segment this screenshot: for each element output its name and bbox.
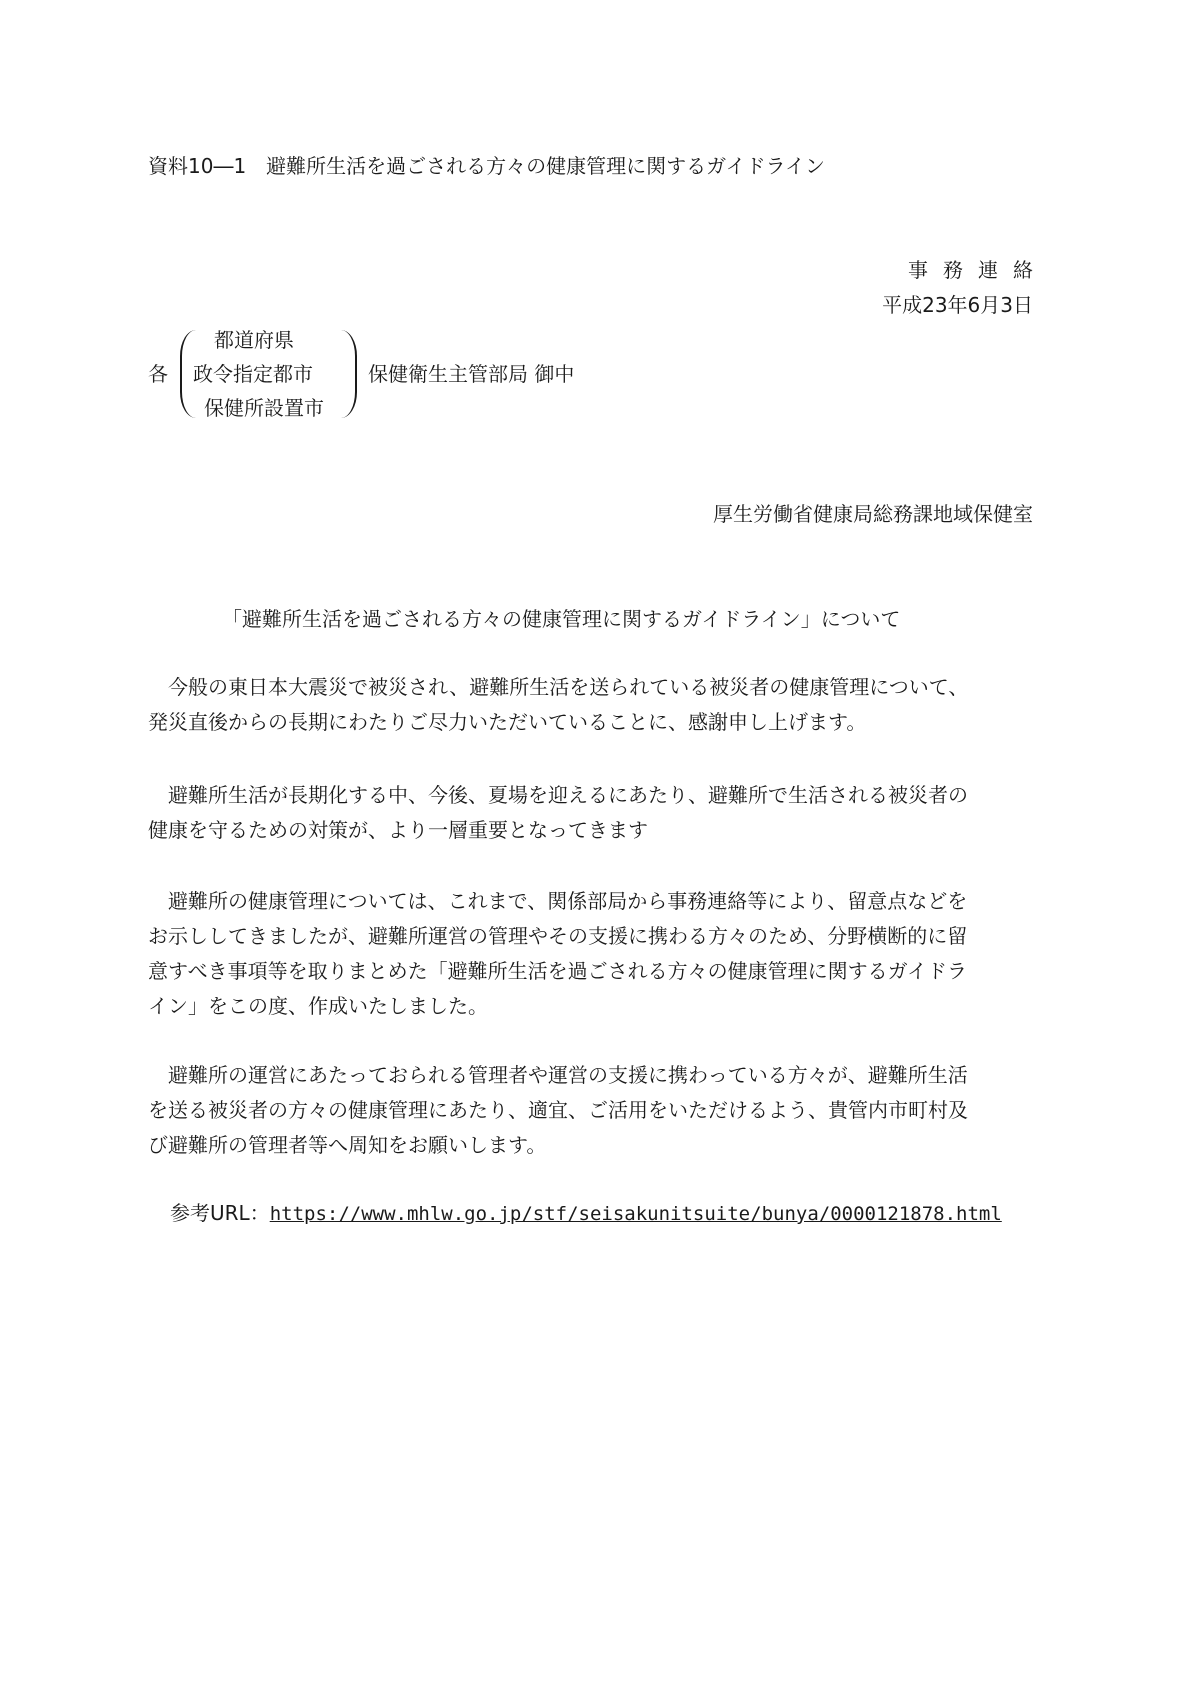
recipient-item: 政令指定都市 xyxy=(193,362,313,386)
reference-label: 参考URL： xyxy=(170,1201,270,1225)
document-date: 平成23年6月3日 xyxy=(882,293,1033,317)
notice-type: 事務連絡 xyxy=(908,258,1048,282)
document-heading: 資料10―1 避難所生活を過ごされる方々の健康管理に関するガイドライン xyxy=(148,154,825,178)
addressee-suffix: 保健衛生主管部局 御中 xyxy=(368,362,575,386)
sender: 厚生労働省健康局総務課地域保健室 xyxy=(713,502,1033,526)
recipient-item: 都道府県 xyxy=(214,328,294,352)
body-paragraph: 今般の東日本大震災で被災され、避難所生活を送られている被災者の健康管理について、 発災直後からの長期にわたりご尽力いただいていることに、感謝申し上げます。 xyxy=(148,675,969,734)
reference-line xyxy=(170,1199,1002,1228)
body-paragraph: 避難所生活が長期化する中、今後、夏場を迎えるにあたり、避難所で生活される被災者の 健康を守るための対策が、より一層重要となってきます xyxy=(148,783,968,842)
body-paragraph: 避難所の健康管理については、これまで、関係部局から事務連絡等により、留意点などを お示ししてきましたが、避難所運営の管理やその支援に携わる方々のため、分野横断的に留 意すべき事項等を取りまとめた「避難所生活を過ごされる方々の健康管理に関するガイドラ イン」をこの度、作成いたしました。 xyxy=(148,889,968,1018)
right-bracket xyxy=(341,330,357,418)
recipient-item: 保健所設置市 xyxy=(204,396,324,420)
reference-url-link[interactable]: https://www.mhlw.go.jp/stf/seisakunitsuite/bunya/0000121878.html xyxy=(269,1203,1002,1225)
document-subject: 「避難所生活を過ごされる方々の健康管理に関するガイドライン」について xyxy=(222,607,901,631)
body-paragraph: 避難所の運営にあたっておられる管理者や運営の支援に携わっている方々が、避難所生活 を送る被災者の方々の健康管理にあたり、適宜、ご活用をいただけるよう、貴管内市町村及 び避難所の管理者等へ周知をお願いします。 xyxy=(148,1063,968,1157)
addressee-prefix: 各 xyxy=(148,362,168,386)
